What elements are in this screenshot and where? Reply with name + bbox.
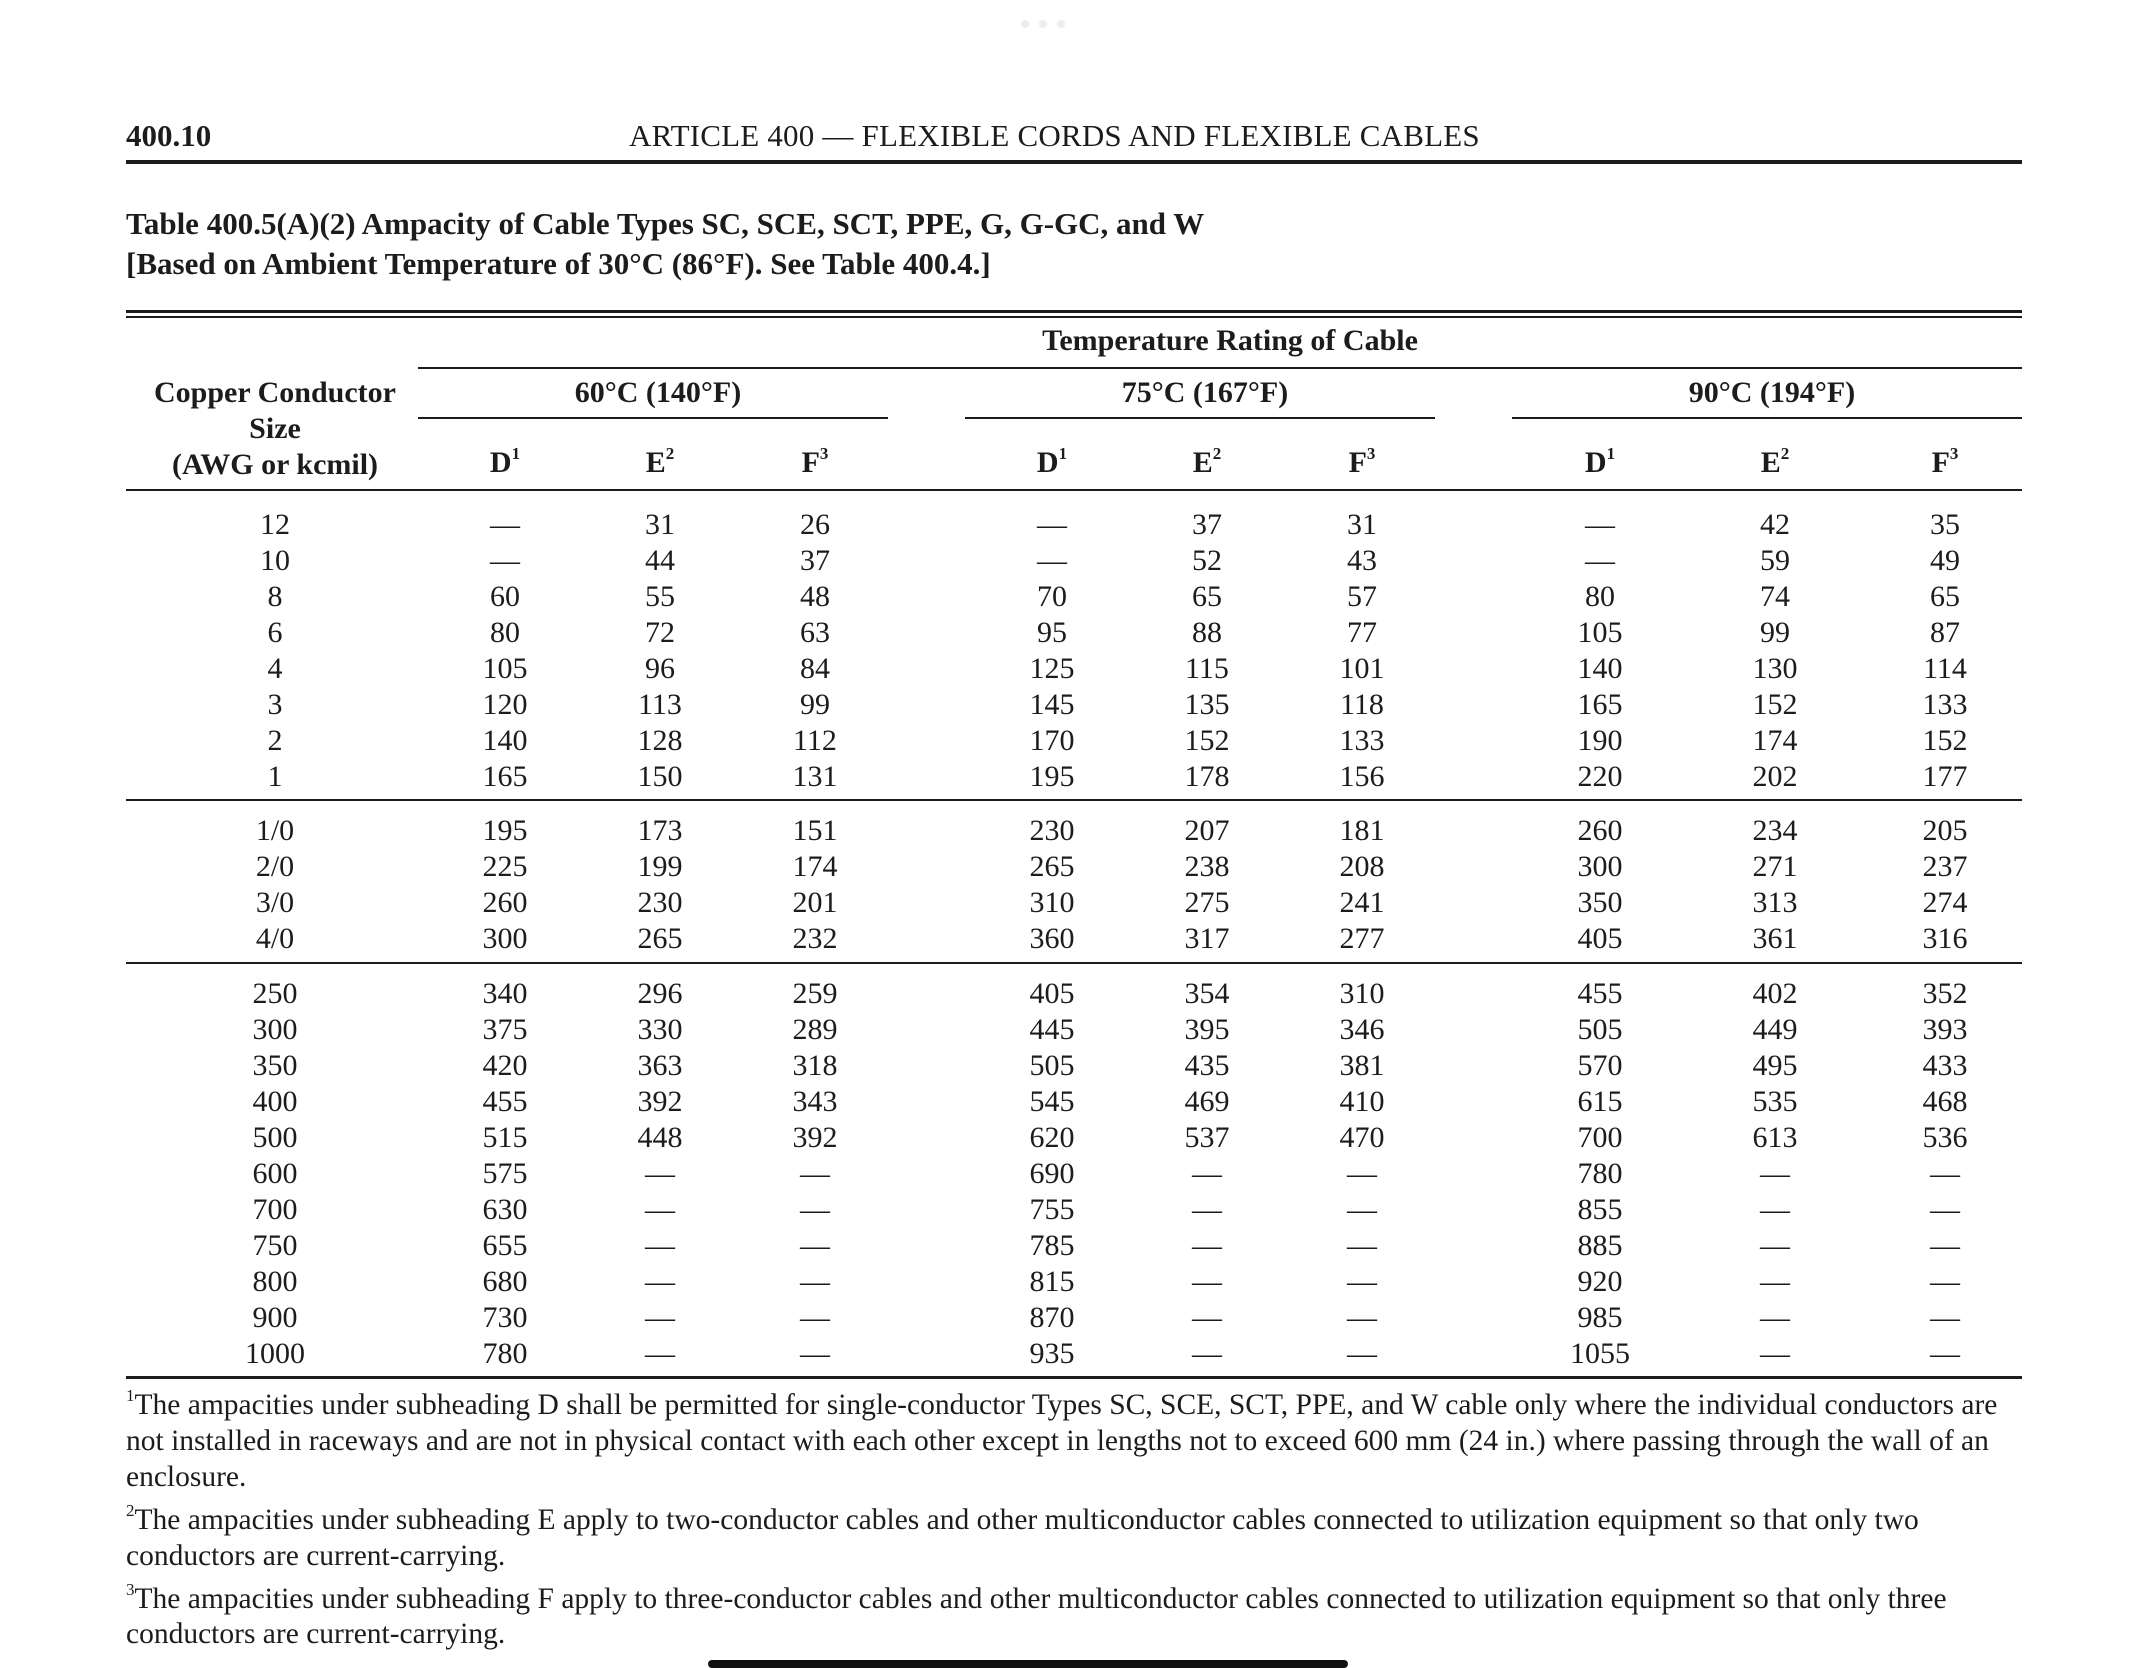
ampacity-cell: 340 [482, 977, 528, 1010]
conductor-size-cell: 600 [252, 1157, 298, 1190]
ampacity-cell: 26 [800, 508, 830, 541]
ampacity-cell: 289 [792, 1013, 838, 1046]
ampacity-cell: 55 [645, 580, 675, 613]
ampacity-cell: 630 [482, 1193, 528, 1226]
ampacity-cell: 52 [1192, 544, 1222, 577]
ampacity-cell: 537 [1184, 1121, 1230, 1154]
ampacity-cell: 780 [1577, 1157, 1623, 1190]
column-header-e [600, 446, 720, 480]
column-header-f [755, 446, 875, 480]
ampacity-cell: 177 [1922, 760, 1968, 793]
dot-icon [1057, 20, 1065, 28]
column-header-letter: E [645, 446, 666, 479]
ampacity-cell: 48 [800, 580, 830, 613]
ampacity-cell: 346 [1339, 1013, 1385, 1046]
temp-rating-rule-60 [418, 417, 888, 419]
ampacity-cell: 343 [792, 1085, 838, 1118]
ampacity-cell: 381 [1339, 1049, 1385, 1082]
ampacity-cell: 230 [1029, 814, 1075, 847]
ampacity-cell: 613 [1752, 1121, 1798, 1154]
ampacity-cell: 99 [1760, 616, 1790, 649]
ampacity-cell: — [1347, 1301, 1377, 1334]
ampacity-cell: 655 [482, 1229, 528, 1262]
ampacity-cell: — [1347, 1193, 1377, 1226]
ampacity-cell: — [1930, 1157, 1960, 1190]
footnote-1 [126, 1380, 2026, 1495]
ampacity-cell: 455 [482, 1085, 528, 1118]
article-title: ARTICLE 400 — FLEXIBLE CORDS AND FLEXIBLE CABLES [629, 118, 1480, 153]
ampacity-cell: 310 [1339, 977, 1385, 1010]
footnote-text: The ampacities under subheading F apply to three-conductor cables and other multiconductor cables connected to utilization equipment so that only three conductors are current-carrying. [126, 1582, 1947, 1651]
conductor-size-cell: 4 [267, 652, 283, 685]
ampacity-cell: — [490, 544, 520, 577]
ampacity-cell: — [1192, 1301, 1222, 1334]
ampacity-cell: — [1760, 1301, 1790, 1334]
ampacity-cell: 140 [1577, 652, 1623, 685]
ampacity-cell: 57 [1347, 580, 1377, 613]
conductor-size-cell: 8 [267, 580, 283, 613]
conductor-size-cell: 10 [260, 544, 290, 577]
ampacity-cell: 165 [482, 760, 528, 793]
ampacity-cell: 620 [1029, 1121, 1075, 1154]
ampacity-cell: — [1192, 1337, 1222, 1370]
ampacity-cell: — [1192, 1157, 1222, 1190]
column-header-f [1302, 446, 1422, 480]
footnotes [126, 1380, 2026, 1652]
ampacity-cell: 152 [1184, 724, 1230, 757]
ampacity-cell: — [645, 1193, 675, 1226]
column-header-note: 3 [819, 444, 829, 463]
ampacity-cell: 96 [645, 652, 675, 685]
ampacity-cell: 195 [1029, 760, 1075, 793]
ampacity-cell: 318 [792, 1049, 838, 1082]
column-header-letter: D [1036, 446, 1059, 479]
ampacity-cell: 935 [1029, 1337, 1075, 1370]
ampacity-cell: — [645, 1229, 675, 1262]
ampacity-cell: 118 [1340, 688, 1384, 721]
conductor-size-cell: 6 [267, 616, 283, 649]
ampacity-cell: 300 [482, 922, 528, 955]
column-header-note: 3 [1949, 444, 1959, 463]
ampacity-cell: 80 [490, 616, 520, 649]
ampacity-cell: 220 [1577, 760, 1623, 793]
group-header-rule [418, 367, 2022, 369]
ampacity-cell: — [645, 1301, 675, 1334]
ampacity-cell: 199 [637, 850, 683, 883]
ampacity-cell: 535 [1752, 1085, 1798, 1118]
footnote-mark: 3 [126, 1579, 135, 1599]
dot-icon [1039, 20, 1047, 28]
column-header-d [1540, 446, 1660, 480]
ampacity-cell: 730 [482, 1301, 528, 1334]
group-header: Temperature Rating of Cable [1042, 324, 1418, 357]
ampacity-cell: 140 [482, 724, 528, 757]
conductor-size-cell: 1/0 [255, 814, 295, 847]
column-header-letter: F [1348, 446, 1367, 479]
ampacity-cell: 545 [1029, 1085, 1075, 1118]
ampacity-cell: — [1347, 1229, 1377, 1262]
ampacity-cell: 131 [792, 760, 838, 793]
ampacity-cell: 234 [1752, 814, 1798, 847]
ampacity-cell: 405 [1577, 922, 1623, 955]
conductor-size-cell: 3/0 [255, 886, 295, 919]
ampacity-cell: 495 [1752, 1049, 1798, 1082]
group-divider-rule [126, 799, 2022, 801]
ampacity-cell: 230 [637, 886, 683, 919]
ampacity-cell: — [1192, 1265, 1222, 1298]
ampacity-cell: — [800, 1157, 830, 1190]
ampacity-cell: 515 [482, 1121, 528, 1154]
ampacity-cell: 241 [1339, 886, 1385, 919]
ampacity-cell: 174 [792, 850, 838, 883]
ampacity-cell: 133 [1922, 688, 1968, 721]
ampacity-cell: 855 [1577, 1193, 1623, 1226]
ampacity-cell: 152 [1922, 724, 1968, 757]
ampacity-cell: 265 [1029, 850, 1075, 883]
ampacity-cell: 885 [1577, 1229, 1623, 1262]
column-header-note: 2 [665, 444, 675, 463]
ampacity-cell: — [1760, 1265, 1790, 1298]
conductor-size-cell: 700 [252, 1193, 298, 1226]
ampacity-cell: 680 [482, 1265, 528, 1298]
footnote-2 [126, 1495, 2026, 1574]
conductor-size-cell: 4/0 [255, 922, 295, 955]
ampacity-cell: 70 [1037, 580, 1067, 613]
ampacity-cell: 420 [482, 1049, 528, 1082]
ampacity-cell: 80 [1585, 580, 1615, 613]
ampacity-cell: 125 [1029, 652, 1075, 685]
ampacity-cell: 156 [1339, 760, 1385, 793]
ampacity-cell: 468 [1922, 1085, 1968, 1118]
ampacity-cell: 59 [1760, 544, 1790, 577]
header-bottom-rule [126, 489, 2022, 491]
ampacity-cell: 920 [1577, 1265, 1623, 1298]
ampacity-cell: 393 [1922, 1013, 1968, 1046]
conductor-size-cell: 3 [267, 688, 283, 721]
ampacity-cell: 690 [1029, 1157, 1075, 1190]
ampacity-cell: — [645, 1337, 675, 1370]
table-title-line-2: [Based on Ambient Temperature of 30°C (86°F). See Table 400.4.] [126, 246, 991, 281]
temp-rating-75: 75°C (167°F) [1121, 376, 1289, 409]
ampacity-cell: 469 [1184, 1085, 1230, 1118]
ampacity-cell: 238 [1184, 850, 1230, 883]
ampacity-cell: — [1930, 1265, 1960, 1298]
ampacity-cell: 392 [792, 1121, 838, 1154]
ampacity-cell: 173 [637, 814, 683, 847]
ampacity-cell: 130 [1752, 652, 1798, 685]
column-header-letter: E [1760, 446, 1781, 479]
page-options-dots[interactable] [1003, 18, 1083, 30]
ampacity-cell: 354 [1184, 977, 1230, 1010]
conductor-size-cell: 12 [260, 508, 290, 541]
ampacity-cell: 105 [1577, 616, 1623, 649]
ampacity-cell: 201 [792, 886, 838, 919]
size-header-line-1: Copper Conductor [154, 376, 396, 409]
ampacity-cell: — [800, 1337, 830, 1370]
ampacity-cell: — [1930, 1301, 1960, 1334]
ampacity-cell: 195 [482, 814, 528, 847]
ampacity-cell: 392 [637, 1085, 683, 1118]
ampacity-cell: 985 [1577, 1301, 1623, 1334]
column-header-note: 2 [1780, 444, 1790, 463]
ampacity-cell: 448 [637, 1121, 683, 1154]
ampacity-cell: 410 [1339, 1085, 1385, 1118]
ampacity-cell: 259 [792, 977, 838, 1010]
ampacity-cell: — [1930, 1337, 1960, 1370]
conductor-size-cell: 400 [252, 1085, 298, 1118]
ampacity-cell: 785 [1029, 1229, 1075, 1262]
ampacity-cell: 455 [1577, 977, 1623, 1010]
ampacity-cell: 112 [793, 724, 837, 757]
ampacity-cell: 44 [645, 544, 675, 577]
column-header-e [1715, 446, 1835, 480]
ampacity-cell: 101 [1339, 652, 1385, 685]
ampacity-cell: — [1037, 508, 1067, 541]
ampacity-cell: — [1347, 1337, 1377, 1370]
ampacity-cell: 37 [1192, 508, 1222, 541]
footnote-text: The ampacities under subheading E apply to two-conductor cables and other multiconductor cables connected to utilization equipment so that only two conductors are current-carrying. [126, 1503, 1919, 1572]
ampacity-cell: 37 [800, 544, 830, 577]
ampacity-cell: 88 [1192, 616, 1222, 649]
ampacity-cell: 120 [482, 688, 528, 721]
ampacity-cell: 99 [800, 688, 830, 721]
ampacity-cell: 363 [637, 1049, 683, 1082]
column-header-letter: F [1931, 446, 1950, 479]
size-header-line-3: (AWG or kcmil) [171, 448, 379, 481]
home-indicator-bar[interactable] [708, 1660, 1348, 1668]
column-header-note: 1 [511, 444, 521, 463]
temp-rating-90: 90°C (194°F) [1688, 376, 1856, 409]
column-header-d [992, 446, 1112, 480]
ampacity-cell: 470 [1339, 1121, 1385, 1154]
ampacity-cell: 445 [1029, 1013, 1075, 1046]
ampacity-cell: 300 [1577, 850, 1623, 883]
ampacity-cell: 505 [1577, 1013, 1623, 1046]
ampacity-cell: 815 [1029, 1265, 1075, 1298]
ampacity-cell: — [1192, 1193, 1222, 1226]
ampacity-cell: 360 [1029, 922, 1075, 955]
column-header-note: 1 [1606, 444, 1616, 463]
ampacity-cell: — [1347, 1265, 1377, 1298]
ampacity-cell: — [800, 1301, 830, 1334]
footnote-mark: 1 [126, 1386, 135, 1405]
ampacity-cell: 375 [482, 1013, 528, 1046]
ampacity-cell: 178 [1184, 760, 1230, 793]
ampacity-cell: 42 [1760, 508, 1790, 541]
ampacity-cell: — [1760, 1157, 1790, 1190]
ampacity-cell: 152 [1752, 688, 1798, 721]
conductor-size-cell: 300 [252, 1013, 298, 1046]
ampacity-cell: 65 [1192, 580, 1222, 613]
ampacity-cell: 35 [1930, 508, 1960, 541]
ampacity-cell: — [1585, 508, 1615, 541]
ampacity-cell: 43 [1347, 544, 1377, 577]
ampacity-cell: 87 [1930, 616, 1960, 649]
ampacity-cell: 575 [482, 1157, 528, 1190]
ampacity-cell: 330 [637, 1013, 683, 1046]
ampacity-cell: 265 [637, 922, 683, 955]
conductor-size-cell: 2 [267, 724, 283, 757]
ampacity-cell: — [1760, 1193, 1790, 1226]
ampacity-cell: 402 [1752, 977, 1798, 1010]
ampacity-cell: 780 [482, 1337, 528, 1370]
column-header-e [1147, 446, 1267, 480]
ampacity-cell: 105 [482, 652, 528, 685]
ampacity-cell: 181 [1339, 814, 1385, 847]
conductor-size-cell: 500 [252, 1121, 298, 1154]
ampacity-cell: 755 [1029, 1193, 1075, 1226]
ampacity-cell: 296 [637, 977, 683, 1010]
ampacity-cell: 114 [1923, 652, 1967, 685]
footnote-mark: 2 [126, 1500, 135, 1520]
ampacity-cell: 449 [1752, 1013, 1798, 1046]
ampacity-cell: — [490, 508, 520, 541]
column-header-letter: D [1584, 446, 1607, 479]
ampacity-cell: 700 [1577, 1121, 1623, 1154]
ampacity-cell: — [800, 1229, 830, 1262]
ampacity-cell: 63 [800, 616, 830, 649]
ampacity-cell: — [1347, 1157, 1377, 1190]
ampacity-cell: 135 [1184, 688, 1230, 721]
temp-rating-rule-90 [1512, 417, 2022, 419]
ampacity-cell: 433 [1922, 1049, 1968, 1082]
ampacity-cell: 113 [638, 688, 682, 721]
ampacity-cell: — [1930, 1229, 1960, 1262]
group-divider-rule [126, 962, 2022, 964]
ampacity-cell: 274 [1922, 886, 1968, 919]
ampacity-cell: — [1585, 544, 1615, 577]
ampacity-cell: 72 [645, 616, 675, 649]
column-header-note: 2 [1212, 444, 1222, 463]
conductor-size-cell: 250 [252, 977, 298, 1010]
ampacity-cell: 310 [1029, 886, 1075, 919]
ampacity-cell: 170 [1029, 724, 1075, 757]
size-header-line-2: Size [249, 412, 301, 445]
ampacity-cell: 31 [1347, 508, 1377, 541]
ampacity-cell: — [1760, 1229, 1790, 1262]
ampacity-cell: 165 [1577, 688, 1623, 721]
ampacity-cell: 352 [1922, 977, 1968, 1010]
ampacity-cell: 145 [1029, 688, 1075, 721]
ampacity-cell: 505 [1029, 1049, 1075, 1082]
ampacity-cell: 202 [1752, 760, 1798, 793]
footnote-text: The ampacities under subheading D shall be permitted for single-conductor Types SC, SCE, SCT, PPE, and W cable only where the individual conductors are not installed in raceways and are not in physical contact with each other except in lengths not to exceed 600 mm (24 in.) where passing through the wall of an enclosure. [126, 1388, 1998, 1493]
ampacity-cell: 151 [792, 814, 838, 847]
ampacity-cell: 277 [1339, 922, 1385, 955]
table-top-rule-second [126, 316, 2022, 318]
conductor-size-cell: 2/0 [255, 850, 295, 883]
table-bottom-rule [126, 1376, 2022, 1379]
footnote-3 [126, 1574, 2026, 1653]
ampacity-cell: 84 [800, 652, 830, 685]
table-title [126, 204, 1426, 284]
ampacity-cell: 232 [792, 922, 838, 955]
table-top-rule [126, 310, 2022, 313]
ampacity-cell: 74 [1760, 580, 1790, 613]
ampacity-cell: — [1192, 1229, 1222, 1262]
ampacity-cell: 260 [482, 886, 528, 919]
ampacity-cell: 225 [482, 850, 528, 883]
conductor-size-cell: 1000 [245, 1337, 305, 1370]
temp-rating-60: 60°C (140°F) [574, 376, 742, 409]
ampacity-cell: 174 [1752, 724, 1798, 757]
column-header-d [445, 446, 565, 480]
ampacity-cell: 208 [1339, 850, 1385, 883]
ampacity-cell: 128 [637, 724, 683, 757]
ampacity-cell: — [645, 1265, 675, 1298]
ampacity-cell: 190 [1577, 724, 1623, 757]
ampacity-cell: 207 [1184, 814, 1230, 847]
column-header-note: 1 [1058, 444, 1068, 463]
ampacity-cell: — [800, 1193, 830, 1226]
ampacity-cell: 615 [1577, 1085, 1623, 1118]
ampacity-cell: 870 [1029, 1301, 1075, 1334]
column-header-letter: F [801, 446, 820, 479]
ampacity-cell: — [645, 1157, 675, 1190]
column-header-letter: D [489, 446, 512, 479]
ampacity-cell: 205 [1922, 814, 1968, 847]
ampacity-cell: 350 [1577, 886, 1623, 919]
ampacity-cell: 570 [1577, 1049, 1623, 1082]
ampacity-cell: 1055 [1570, 1337, 1630, 1370]
ampacity-cell: 536 [1922, 1121, 1968, 1154]
ampacity-cell: 316 [1922, 922, 1968, 955]
conductor-size-cell: 1 [267, 760, 283, 793]
ampacity-cell: — [1037, 544, 1067, 577]
ampacity-cell: 60 [490, 580, 520, 613]
conductor-size-cell: 750 [252, 1229, 298, 1262]
ampacity-cell: — [1930, 1193, 1960, 1226]
ampacity-cell: 31 [645, 508, 675, 541]
ampacity-cell: — [800, 1265, 830, 1298]
table-title-line-1: Table 400.5(A)(2) Ampacity of Cable Types SC, SCE, SCT, PPE, G, G-GC, and W [126, 206, 1205, 241]
ampacity-cell: — [1760, 1337, 1790, 1370]
column-header-note: 3 [1366, 444, 1376, 463]
column-header-f [1885, 446, 2005, 480]
ampacity-cell: 150 [637, 760, 683, 793]
ampacity-cell: 395 [1184, 1013, 1230, 1046]
section-number: 400.10 [126, 118, 212, 153]
column-header-letter: E [1192, 446, 1213, 479]
dot-icon [1021, 20, 1029, 28]
ampacity-cell: 313 [1752, 886, 1798, 919]
ampacity-cell: 260 [1577, 814, 1623, 847]
conductor-size-cell: 800 [252, 1265, 298, 1298]
ampacity-cell: 317 [1184, 922, 1230, 955]
ampacity-cell: 49 [1930, 544, 1960, 577]
ampacity-cell: 237 [1922, 850, 1968, 883]
ampacity-cell: 95 [1037, 616, 1067, 649]
ampacity-cell: 275 [1184, 886, 1230, 919]
ampacity-cell: 133 [1339, 724, 1385, 757]
ampacity-cell: 405 [1029, 977, 1075, 1010]
running-head [126, 118, 2022, 164]
ampacity-cell: 115 [1185, 652, 1229, 685]
ampacity-cell: 77 [1347, 616, 1377, 649]
ampacity-cell: 65 [1930, 580, 1960, 613]
ampacity-cell: 271 [1752, 850, 1798, 883]
ampacity-cell: 361 [1752, 922, 1798, 955]
temp-rating-rule-75 [965, 417, 1435, 419]
conductor-size-cell: 900 [252, 1301, 298, 1334]
ampacity-cell: 435 [1184, 1049, 1230, 1082]
conductor-size-cell: 350 [252, 1049, 298, 1082]
